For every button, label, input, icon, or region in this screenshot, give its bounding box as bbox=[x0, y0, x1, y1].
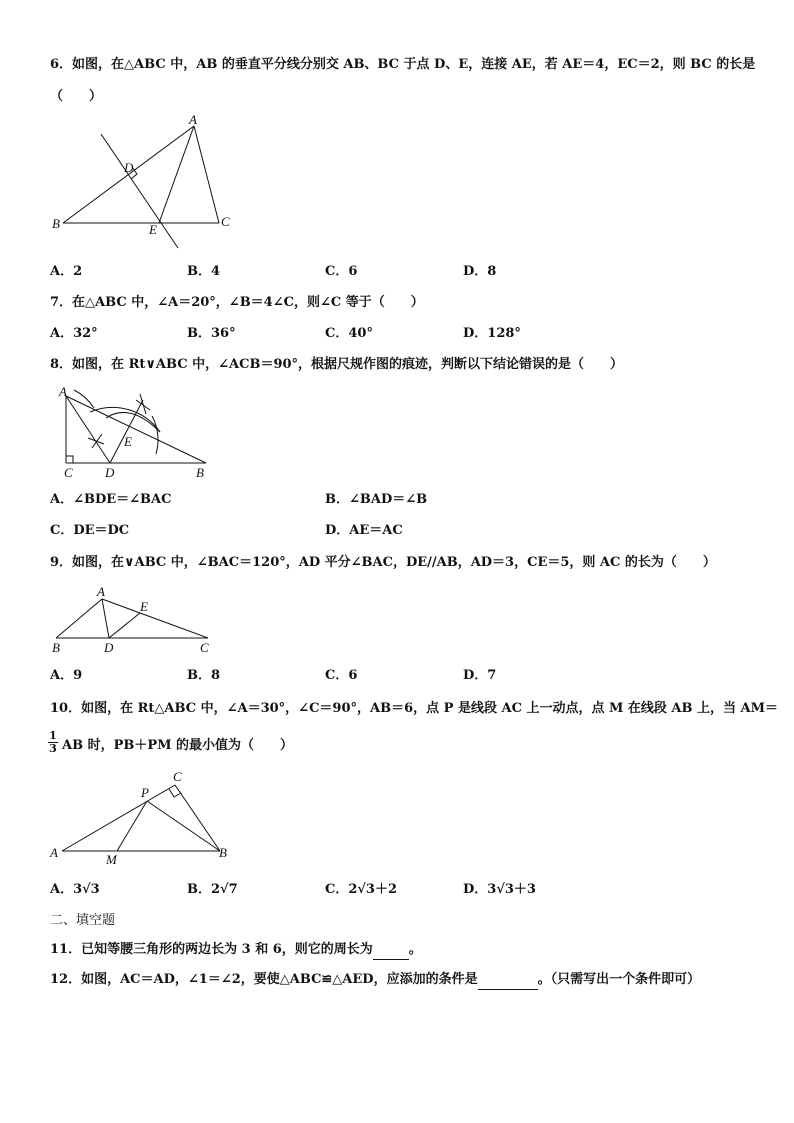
q8-right-angle-mark bbox=[66, 456, 73, 463]
q10-figure bbox=[45, 765, 245, 870]
q8-label-b: B bbox=[196, 465, 204, 480]
q8-label-c: C bbox=[64, 465, 73, 480]
q9-figure bbox=[48, 584, 218, 656]
q9-label-a: A bbox=[97, 584, 105, 599]
q10-text-continued: AB 时，PB＋PM 的最小值为（ ） bbox=[62, 738, 294, 753]
q9-text: 9．如图，在∨ABC 中，∠BAC＝120°，AD 平分∠BAC，DE//AB，AD＝3，CE＝5，则 AC 的长为（ ） bbox=[50, 555, 716, 570]
q10-fraction bbox=[48, 730, 58, 755]
q10-option-d[interactable]: D．3√3＋3 bbox=[463, 882, 536, 897]
q11-text: 11．已知等腰三角形的两边长为 3 和 6，则它的周长为 bbox=[50, 942, 373, 957]
q9-label-b: B bbox=[52, 640, 60, 655]
q10-label-a: A bbox=[50, 845, 58, 860]
q6-option-c[interactable]: C．6 bbox=[325, 264, 358, 279]
q10-label-b: B bbox=[219, 845, 227, 860]
q10-label-c: C bbox=[173, 769, 182, 784]
q8-segment-ab bbox=[66, 396, 206, 463]
q10-label-p: P bbox=[141, 785, 149, 800]
q10-option-a[interactable]: A．3√3 bbox=[50, 882, 100, 897]
q8-option-d[interactable]: D．AE＝AC bbox=[325, 523, 403, 538]
q9-option-d[interactable]: D．7 bbox=[463, 668, 497, 683]
q10-text: 10．如图，在 Rt△ABC 中，∠A＝30°，∠C＝90°，AB＝6，点 P 是线段 AC 上一动点，点 M 在线段 AB 上，当 AM＝ bbox=[50, 701, 779, 716]
q6-answer-paren: （ ） bbox=[50, 89, 103, 104]
q6-segment-ae bbox=[159, 126, 194, 223]
q7-option-d[interactable]: D．128° bbox=[463, 326, 521, 341]
q10-segment-pm bbox=[117, 801, 147, 851]
q7-text: 7．在△ABC 中，∠A＝20°，∠B＝4∠C，则∠C 等于（ ） bbox=[50, 295, 424, 310]
q9-segment-ad bbox=[102, 599, 109, 638]
q7-option-a[interactable]: A．32° bbox=[50, 326, 98, 341]
q6-figure bbox=[45, 112, 245, 257]
q9-segment-ac bbox=[102, 599, 208, 638]
q9-option-a[interactable]: A．9 bbox=[50, 668, 83, 683]
q12-text: 12．如图，AC＝AD，∠1＝∠2，要使△ABC≌△AED，应添加的条件是 bbox=[50, 972, 478, 987]
q11-answer-blank[interactable] bbox=[373, 941, 409, 960]
q10-segment-pb bbox=[147, 801, 220, 851]
q10-label-m: M bbox=[106, 852, 117, 867]
q6-label-e: E bbox=[149, 222, 157, 237]
q8-option-a[interactable]: A．∠BDE＝∠BAC bbox=[50, 492, 172, 507]
q8-arc-small bbox=[74, 390, 94, 408]
q7-option-b[interactable]: B．36° bbox=[187, 326, 236, 341]
q7-option-c[interactable]: C．40° bbox=[325, 326, 373, 341]
q10-segment-cb bbox=[175, 785, 220, 851]
q10-option-b[interactable]: B．2√7 bbox=[187, 882, 238, 897]
q9-option-c[interactable]: C．6 bbox=[325, 668, 358, 683]
q6-option-b[interactable]: B．4 bbox=[187, 264, 221, 279]
q12-answer-blank[interactable] bbox=[478, 971, 538, 990]
q8-text: 8．如图，在 Rt∨ABC 中，∠ACB＝90°，根据尺规作图的痕迹，判断以下结论错误的是（ ） bbox=[50, 357, 624, 372]
q6-segment-ac bbox=[194, 126, 219, 223]
q10-fraction-denominator: 3 bbox=[49, 742, 57, 755]
q9-label-e: E bbox=[140, 599, 148, 614]
q6-label-a: A bbox=[189, 112, 197, 127]
q8-arc-mark-low-2 bbox=[92, 434, 102, 448]
q6-label-b: B bbox=[52, 216, 60, 231]
q6-perpendicular-bisector bbox=[101, 134, 178, 248]
q12-line bbox=[50, 971, 700, 990]
q8-option-b[interactable]: B．∠BAD＝∠B bbox=[325, 492, 428, 507]
q10-right-angle-mark bbox=[169, 789, 181, 797]
q11-line bbox=[50, 941, 422, 960]
q8-option-c[interactable]: C．DE＝DC bbox=[50, 523, 130, 538]
q9-label-c: C bbox=[200, 640, 209, 655]
q6-text: 6．如图，在△ABC 中，AB 的垂直平分线分别交 AB、BC 于点 D、E，连接 AE，若 AE＝4，EC＝2，则 BC 的长是 bbox=[50, 57, 756, 72]
q11-end: 。 bbox=[408, 942, 422, 957]
q8-label-e: E bbox=[124, 434, 132, 449]
q10-segment-ac bbox=[62, 785, 175, 851]
q9-segment-ab bbox=[56, 599, 102, 638]
q9-label-d: D bbox=[104, 640, 114, 655]
section-title: 二、填空题 bbox=[50, 913, 116, 928]
q10-option-c[interactable]: C．2√3＋2 bbox=[325, 882, 398, 897]
q6-option-a[interactable]: A．2 bbox=[50, 264, 83, 279]
q6-label-d: D bbox=[124, 160, 134, 175]
q8-figure bbox=[50, 382, 220, 482]
q8-label-a: A bbox=[59, 384, 67, 399]
q9-option-b[interactable]: B．8 bbox=[187, 668, 221, 683]
q8-arc-mid bbox=[90, 407, 160, 432]
q12-end: 。（只需写出一个条件即可） bbox=[537, 972, 701, 987]
q6-label-c: C bbox=[221, 214, 230, 229]
q6-option-d[interactable]: D．8 bbox=[463, 264, 497, 279]
q10-fraction-numerator: 1 bbox=[49, 729, 57, 742]
q9-segment-de bbox=[109, 613, 140, 638]
q8-label-d: D bbox=[105, 465, 115, 480]
q8-arc-right bbox=[152, 416, 158, 454]
